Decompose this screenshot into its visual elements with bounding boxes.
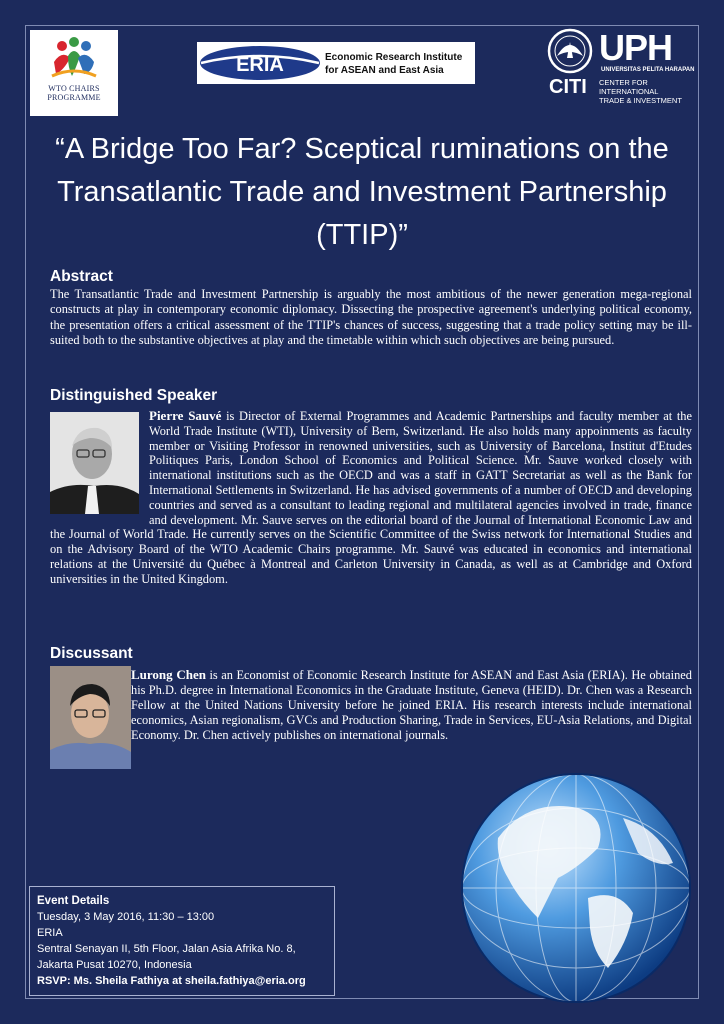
abstract-heading: Abstract [50, 268, 113, 285]
event-address-line2: Jakarta Pusat 10270, Indonesia [37, 959, 192, 971]
event-title: “A Bridge Too Far? Sceptical ruminations on the Transatlantic Trade and Investment Partnership (TTIP)” [55, 133, 669, 251]
speaker-name: Pierre Sauvé [149, 408, 222, 423]
discussant-bio [50, 667, 692, 755]
abstract-text: The Transatlantic Trade and Investment Partnership is arguably the most ambitious of the newer generation mega-regional constructs at play in contemporary economic diplomacy. Dissecting the prospective agreement's underlying political economy, the presentation offers a critical assessment of the TTIP's chances of success, suggesting that a trade policy setting may be ill-suited both to the substantive objectives at play and the timetable within which such objectives are being pursued. [50, 287, 692, 347]
discussant-bio-text: is an Economist of Economic Research Institute for ASEAN and East Asia (ERIA). He obtained his Ph.D. degree in International Economics in the Graduate Institute, Geneva (HEID). Dr. Chen was a Research Fellow at the United Nations University before he joined ERIA. His research interests include international economics, Asian regionalism, GVCs and Production Sharing, Trade in Services, EU-Asia Relations, and Digital Economy. Dr. Chen actively publishes on international journals. [131, 668, 692, 742]
uph-citi-logo [545, 27, 705, 105]
event-rsvp[interactable]: RSVP: Ms. Sheila Fathiya at sheila.fathiya@eria.org [37, 975, 306, 987]
eria-logo [197, 42, 475, 84]
wto-logo-line1: WTO CHAIRS [48, 84, 100, 93]
discussant-heading: Discussant [50, 645, 133, 662]
uph-acronym: UPH [599, 27, 673, 68]
wto-figures-icon [48, 36, 100, 80]
citi-acronym: CITI [549, 76, 587, 98]
discussant-name: Lurong Chen [131, 667, 206, 682]
wto-logo-line2: PROGRAMME [47, 93, 101, 102]
speaker-heading: Distinguished Speaker [50, 387, 218, 404]
event-address-line1: Sentral Senayan II, 5th Floor, Jalan Asia Afrika No. 8, [37, 943, 296, 955]
eria-emblem-icon [199, 45, 321, 81]
speaker-bio-text: is Director of External Programmes and Academic Partnerships and faculty member at the World Trade Institute (WTI), University of Bern, Switzerland. He also holds many appoinments as faculty member or Visiting Professor in renowned universities, such as University of Barcelona, Institut d'Etudes Politiques Paris, London School of Economics and Political Science. Mr. Sauve worked closely with international institutions such as the OECD and was a staff in GATT Secretariat as well as the Bank for International Settlements in Switzerland. He has advised governments of a number of OECD and developing countries and served as a consultant to leading regional and multilateral agencies involved in trade, finance and development. Mr. Sauve serves on the editorial board of the Journal of International Economic Law and the Journal of World Trade. He currently serves on the Scientific Committee of the Swiss network for International Studies and on the Advisory Board of the WTO Academic Chairs programme. Mr. Sauvé was educated in economics and international relations at the Université du Québec à Montreal and Carleton University in Canada, as well as at Cambridge and Oxford universities in the United Kingdom. [50, 409, 692, 586]
citi-line2: TRADE & INVESTMENT [599, 96, 682, 105]
event-details-box [29, 886, 335, 996]
event-venue: ERIA [37, 927, 63, 939]
uph-subtitle: UNIVERSITAS PELITA HARAPAN [601, 67, 695, 73]
eria-acronym: ERIA [236, 54, 284, 76]
speaker-bio [50, 409, 692, 587]
uph-seal-icon [547, 28, 593, 74]
wto-chairs-logo [30, 30, 118, 116]
citi-line1: CENTER FOR INTERNATIONAL [599, 78, 659, 96]
event-date: Tuesday, 3 May 2016, 11:30 – 13:00 [37, 911, 215, 923]
eria-name-line2: for ASEAN and East Asia [325, 65, 444, 76]
eria-name-line1: Economic Research Institute [325, 52, 463, 63]
globe-icon [458, 768, 694, 1008]
event-details-heading: Event Details [37, 895, 110, 907]
